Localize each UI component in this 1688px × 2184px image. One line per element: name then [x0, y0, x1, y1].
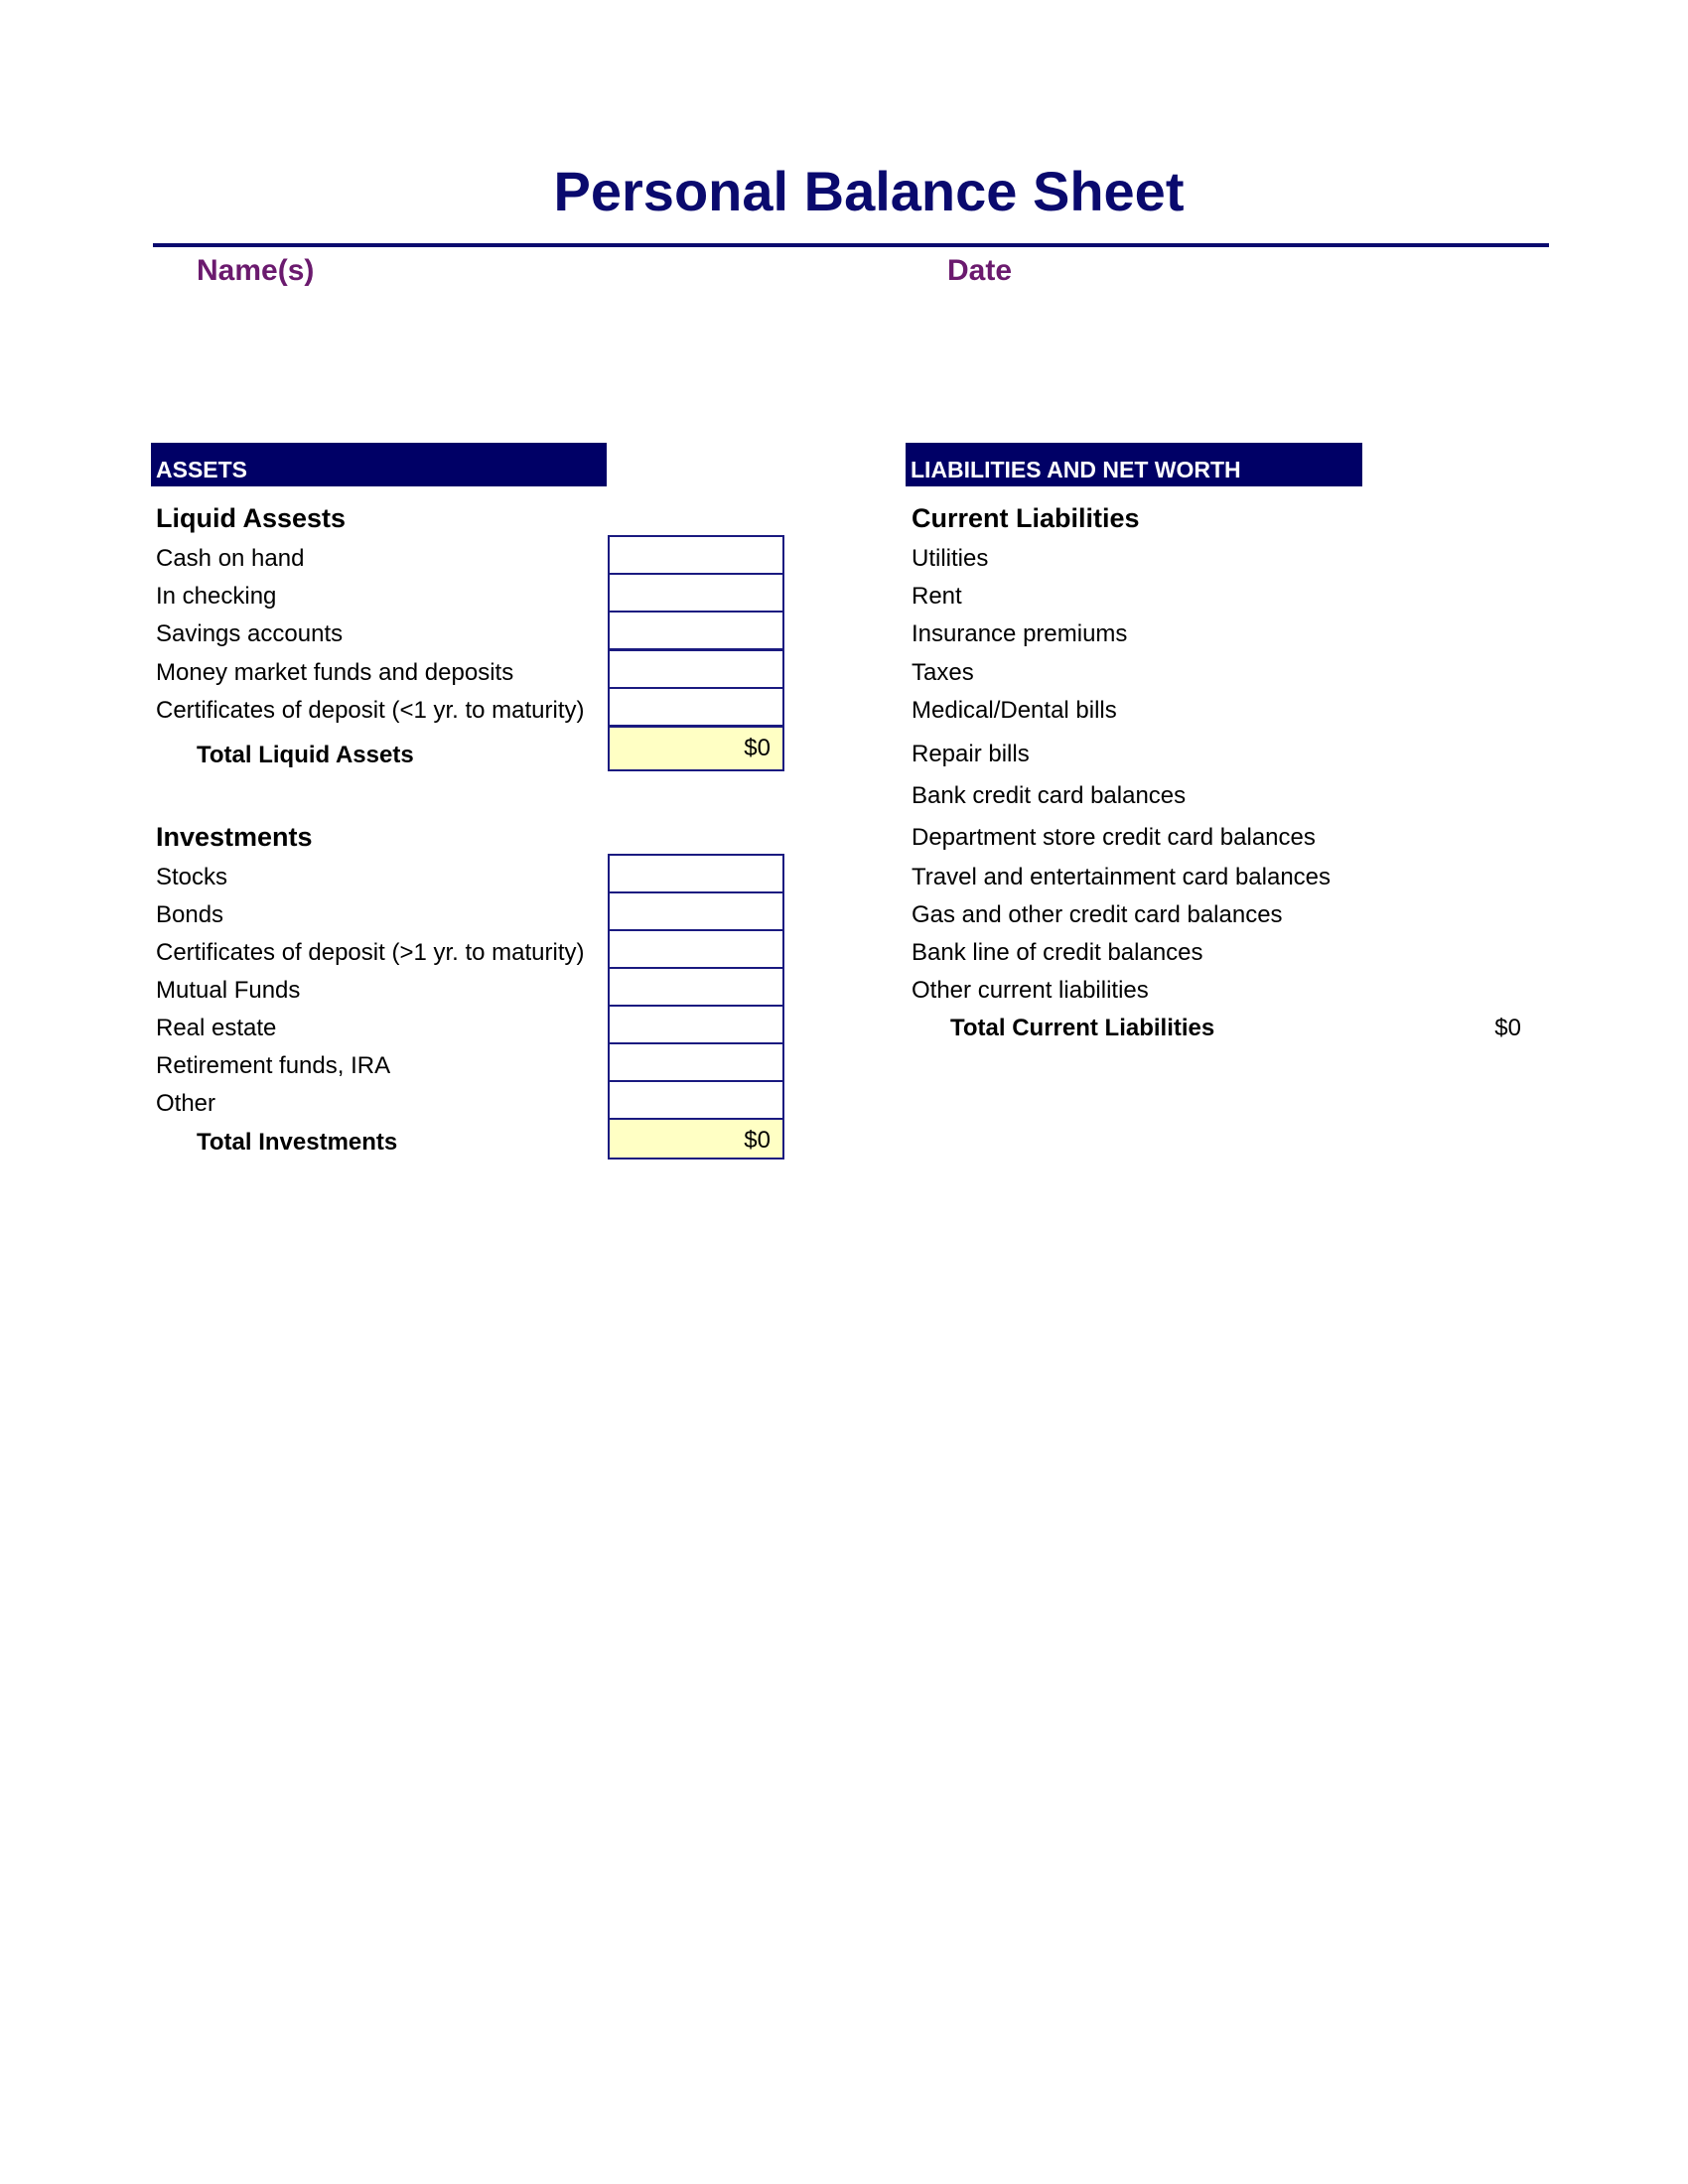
mutual-funds-input[interactable] — [608, 967, 784, 1007]
liability-label: Bank credit card balances — [912, 782, 1187, 809]
total-current-liabilities-label: Total Current Liabilities — [950, 1015, 1215, 1041]
liquid-asset-label: Certificates of deposit (<1 yr. to maturity) — [156, 697, 585, 724]
investment-label: Real estate — [156, 1015, 277, 1041]
investment-label: Other — [156, 1090, 216, 1117]
liquid-assets-heading: Liquid Assests — [156, 503, 347, 533]
liability-label: Repair bills — [912, 741, 1030, 767]
date-label: Date — [947, 254, 1013, 287]
liability-label: Rent — [912, 583, 962, 610]
cd-short-term-input[interactable] — [608, 687, 784, 727]
liability-label: Utilities — [912, 545, 989, 572]
liability-label: Department store credit card balances — [912, 824, 1316, 851]
liquid-asset-label: Savings accounts — [156, 620, 344, 647]
investments-heading: Investments — [156, 822, 313, 852]
bonds-input[interactable] — [608, 891, 784, 931]
liability-label: Medical/Dental bills — [912, 697, 1117, 724]
checking-input[interactable] — [608, 573, 784, 613]
liability-label: Insurance premiums — [912, 620, 1128, 647]
investment-label: Certificates of deposit (>1 yr. to maturity) — [156, 939, 585, 966]
retirement-funds-input[interactable] — [608, 1042, 784, 1082]
assets-section-header: ASSETS — [151, 443, 607, 486]
liability-label: Other current liabilities — [912, 977, 1149, 1004]
real-estate-input[interactable] — [608, 1005, 784, 1044]
stocks-input[interactable] — [608, 854, 784, 893]
liability-label: Bank line of credit balances — [912, 939, 1203, 966]
cash-on-hand-input[interactable] — [608, 535, 784, 575]
investment-label: Mutual Funds — [156, 977, 301, 1004]
savings-input[interactable] — [608, 611, 784, 650]
page-title: Personal Balance Sheet — [553, 160, 1185, 222]
current-liabilities-heading: Current Liabilities — [912, 503, 1140, 533]
investment-label: Stocks — [156, 864, 228, 890]
total-liquid-assets-value: $0 — [608, 726, 784, 771]
names-label: Name(s) — [197, 254, 315, 287]
investment-label: Retirement funds, IRA — [156, 1052, 391, 1079]
liability-label: Gas and other credit card balances — [912, 901, 1283, 928]
total-current-liabilities-value: $0 — [1494, 1015, 1521, 1041]
total-investments-label: Total Investments — [197, 1129, 398, 1156]
liquid-asset-label: Money market funds and deposits — [156, 659, 514, 686]
title-divider — [153, 243, 1549, 247]
total-investments-value: $0 — [608, 1118, 784, 1160]
liquid-asset-label: In checking — [156, 583, 277, 610]
cd-long-term-input[interactable] — [608, 929, 784, 969]
other-investments-input[interactable] — [608, 1080, 784, 1120]
investment-label: Bonds — [156, 901, 224, 928]
liability-label: Taxes — [912, 659, 974, 686]
money-market-input[interactable] — [608, 649, 784, 689]
liabilities-section-header: LIABILITIES AND NET WORTH — [906, 443, 1362, 486]
liquid-asset-label: Cash on hand — [156, 545, 305, 572]
total-liquid-assets-label: Total Liquid Assets — [197, 742, 414, 768]
liability-label: Travel and entertainment card balances — [912, 864, 1332, 890]
